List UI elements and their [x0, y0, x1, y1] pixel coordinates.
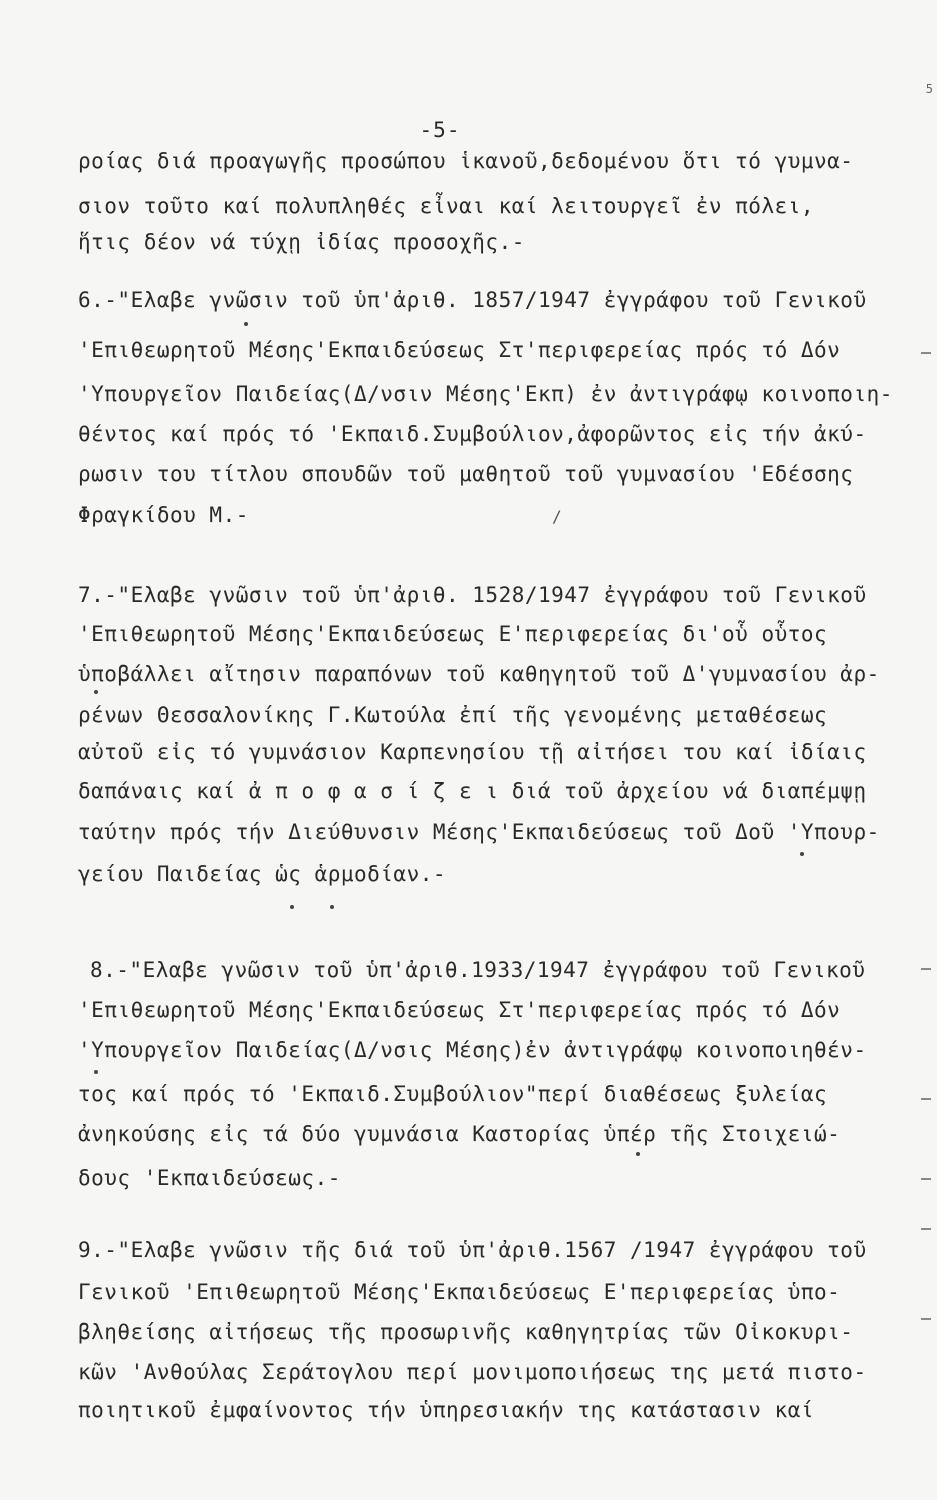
- handwritten-margin-mark: /: [552, 507, 562, 526]
- text-line: γείου Παιδείας ὡς ἁρμοδίαν.-: [78, 862, 447, 886]
- ink-dot: [636, 1152, 640, 1156]
- text-line: 'Υπουργεῖον Παιδείας(Δ/νσιν Μέσης'Εκπ) ἐν ἀντιγράφῳ κοινοποιη-: [78, 382, 893, 406]
- text-line: ταύτην πρός τήν Διεύθυνσιν Μέσης'Εκπαιδεύσεως τοῦ Δοῦ 'Υπουρ-: [78, 820, 880, 844]
- text-line: Γενικοῦ 'Επιθεωρητοῦ Μέσης'Εκπαιδεύσεως Ε'περιφερείας ὑπο-: [78, 1280, 841, 1304]
- scan-edge-mark: [921, 1228, 931, 1230]
- text-line: 'Επιθεωρητοῦ Μέσης'Εκπαιδεύσεως Στ'περιφερείας πρός τό Δόν: [78, 998, 841, 1022]
- text-line: ροίας διά προαγωγῆς προσώπου ἱκανοῦ,δεδομένου ὅτι τό γυμνα-: [78, 149, 854, 173]
- text-line: 8.-"Ελαβε γνῶσιν τοῦ ὑπ'ἀριθ.1933/1947 ἐγγράφου τοῦ Γενικοῦ: [90, 958, 866, 982]
- text-line: κῶν 'Ανθούλας Σεράτογλου περί μονιμοποιήσεως της μετά πιστο-: [78, 1360, 867, 1384]
- text-line: ἥτις δέον νά τύχῃ ἰδίας προσοχῆς.-: [78, 230, 525, 254]
- corner-mark: 5: [925, 82, 933, 96]
- text-line: 6.-"Ελαβε γνῶσιν τοῦ ὑπ'ἀριθ. 1857/1947 ἐγγράφου τοῦ Γενικοῦ: [78, 288, 867, 312]
- text-line: ρωσιν του τίτλου σπουδῶν τοῦ μαθητοῦ τοῦ γυμνασίου 'Εδέσσης: [78, 462, 854, 486]
- scan-edge-mark: [921, 1178, 931, 1180]
- text-line: 'Επιθεωρητοῦ Μέσης'Εκπαιδεύσεως Στ'περιφερείας πρός τό Δόν: [78, 338, 841, 362]
- text-line: δαπάναις καί ἀ π ο φ α σ ί ζ ε ι διά τοῦ ἀρχείου νά διαπέμψῃ: [78, 779, 867, 803]
- ink-dot: [94, 1070, 98, 1074]
- text-line: 7.-"Ελαβε γνῶσιν τοῦ ὑπ'ἀριθ. 1528/1947 ἐγγράφου τοῦ Γενικοῦ: [78, 583, 867, 607]
- ink-dot: [330, 905, 334, 909]
- text-line: 'Υπουργεῖον Παιδείας(Δ/νσις Μέσης)ἐν ἀντιγράφῳ κοινοποιηθέν-: [78, 1038, 867, 1062]
- page-number: -5-: [419, 118, 461, 142]
- ink-dot: [800, 852, 804, 856]
- text-line: θέντος καί πρός τό 'Εκπαιδ.Συμβούλιον,ἀφορῶντος εἰς τήν ἀκύ-: [78, 422, 867, 446]
- text-line: 'Επιθεωρητοῦ Μέσης'Εκπαιδεύσεως Ε'περιφερείας δι'οὗ οὗτος: [78, 622, 828, 646]
- text-line: δους 'Εκπαιδεύσεως.-: [78, 1166, 341, 1190]
- ink-dot: [244, 322, 248, 326]
- scan-edge-mark: [921, 1318, 931, 1320]
- ink-dot: [94, 690, 98, 694]
- text-line: Φραγκίδου Μ.-: [78, 503, 249, 527]
- scan-edge-mark: [921, 1098, 931, 1100]
- scan-edge-mark: [921, 968, 931, 970]
- text-line: τος καί πρός τό 'Εκπαιδ.Συμβούλιον"περί διαθέσεως ξυλείας: [78, 1082, 828, 1106]
- ink-dot: [290, 905, 294, 909]
- text-line: ρένων Θεσσαλονίκης Γ.Κωτούλα ἐπί τῆς γενομένης μεταθέσεως: [78, 703, 828, 727]
- text-line: σιον τοῦτο καί πολυπληθές εἶναι καί λειτουργεῖ ἐν πόλει,: [78, 194, 815, 218]
- text-line: ἀνηκούσης εἰς τά δύο γυμνάσια Καστορίας ὑπέρ τῆς Στοιχειώ-: [78, 1122, 841, 1146]
- text-line: βληθείσης αἰτήσεως τῆς προσωρινῆς καθηγητρίας τῶν Οἰκοκυρι-: [78, 1320, 854, 1344]
- scan-edge-mark: [921, 352, 931, 354]
- text-line: αὐτοῦ εἰς τό γυμνάσιον Καρπενησίου τῇ αἰτήσει του καί ἰδίαις: [78, 740, 867, 764]
- text-line: ὑποβάλλει αἴτησιν παραπόνων τοῦ καθηγητοῦ τοῦ Δ'γυμνασίου ἀρ-: [78, 662, 880, 686]
- text-line: 9.-"Ελαβε γνῶσιν τῆς διά τοῦ ὑπ'ἀριθ.1567 /1947 ἐγγράφου τοῦ: [78, 1238, 867, 1262]
- text-line: ποιητικοῦ ἐμφαίνοντος τήν ὑπηρεσιακήν της κατάστασιν καί: [78, 1398, 815, 1422]
